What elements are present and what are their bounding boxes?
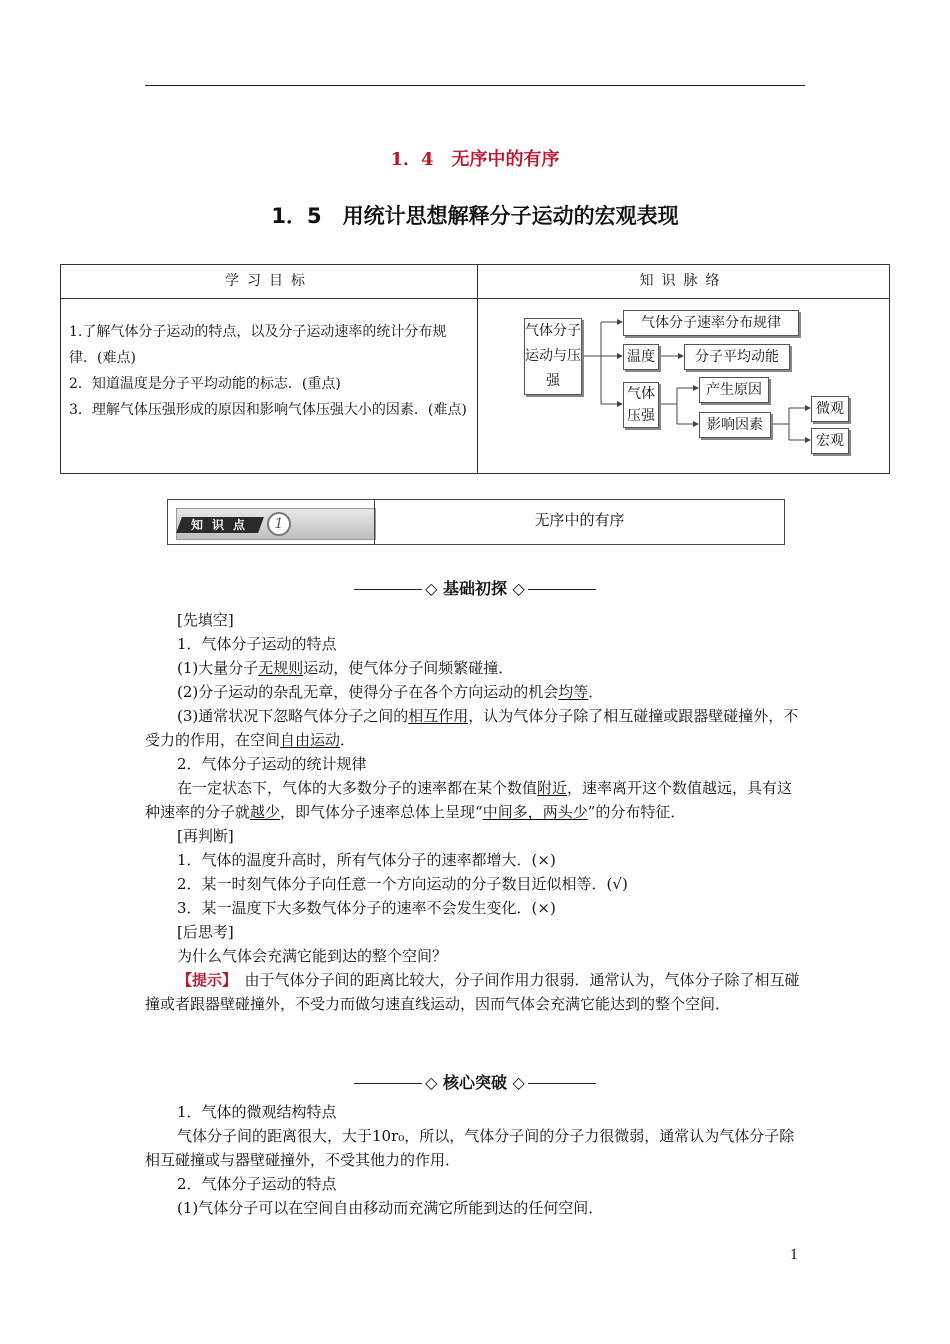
- paragraph: (1)大量分子无规则运动，使气体分子间频繁碰撞．: [177, 659, 514, 677]
- goals-list: [61, 299, 478, 474]
- paragraph: (1)气体分子可以在空间自由移动而充满它所能到达的任何空间．: [177, 1199, 604, 1217]
- paragraph: 在一定状态下，气体的大多数分子的速率都在某个数值附近，速率离开这个数值越远，具有这种速率的分子就越少，即气体分子速率总体上呈现“中间多，两头少”的分布特征．: [145, 779, 793, 821]
- goal-item: 2．知道温度是分子平均动能的标志．(重点): [69, 376, 341, 392]
- content-block: [145, 608, 805, 1016]
- banner-basic: ◇ 基础初探 ◇: [0, 576, 950, 599]
- main-title: 1．5 用统计思想解释分子运动的宏观表现: [271, 204, 679, 228]
- map-root-node: 气体分子运动与压强: [524, 318, 582, 395]
- heading-motion-features: 2．气体分子运动的特点: [177, 1175, 337, 1193]
- banner-core: ◇ 核心突破 ◇: [0, 1070, 950, 1093]
- judge-item: 3．某一温度下大多数气体分子的速率不会发生变化．(×): [177, 899, 556, 917]
- fill-label: [先填空]: [177, 611, 234, 629]
- paragraph: 气体分子间的距离很大，大于10r₀，所以，气体分子间的分子力很微弱，通常认为气体分子除相互碰撞或与器壁碰撞外，不受其他力的作用．: [145, 1127, 795, 1169]
- map-node-macro: 宏观: [811, 428, 849, 454]
- paragraph: (2)分子运动的杂乱无章，使得分子在各个方向运动的机会均等．: [177, 683, 604, 701]
- knowledge-map-header: 知识脉络: [478, 265, 890, 299]
- map-node-temperature: 温度: [623, 344, 659, 370]
- knowledge-map-cell: [478, 299, 890, 474]
- knowledge-point-bar: [167, 499, 785, 545]
- map-node-gas-pressure: 气体压强: [623, 382, 659, 428]
- map-node-cause: 产生原因: [699, 377, 769, 403]
- header-rule: [145, 85, 805, 86]
- judge-item: 2．某一时刻气体分子向任意一个方向运动的分子数目近似相等．(√): [177, 875, 628, 893]
- heading-statistics: 2．气体分子运动的统计规律: [177, 755, 367, 773]
- knowledge-point-badge: [176, 508, 376, 540]
- core-block: [145, 1100, 805, 1220]
- goal-item: 3．理解气体压强形成的原因和影响气体压强大小的因素．(难点): [69, 402, 467, 418]
- goals-table: [60, 264, 890, 474]
- page-number: 1: [790, 1248, 799, 1263]
- section-title: 1．4 无序中的有序: [390, 149, 560, 170]
- knowledge-point-title: 无序中的有序: [534, 511, 625, 529]
- hint-label: 【提示】: [177, 971, 230, 989]
- goals-header: 学习目标: [61, 265, 478, 299]
- paragraph: (3)通常状况下忽略气体分子之间的相互作用，认为气体分子除了相互碰撞或跟器壁碰撞外，不受力的作用，在空间自由运动．: [145, 707, 799, 749]
- map-node-speed-distribution: 气体分子速率分布规律: [623, 310, 799, 336]
- heading-micro-structure: 1．气体的微观结构特点: [177, 1103, 337, 1121]
- map-node-avg-kinetic-energy: 分子平均动能: [684, 344, 790, 370]
- hint-paragraph: 【提示】 由于气体分子间的距离比较大，分子间作用力很弱．通常认为，气体分子除了相互碰撞或者跟器壁碰撞外，不受力而做匀速直线运动，因而气体会充满它能达到的整个空间．: [145, 971, 800, 1013]
- judge-item: 1．气体的温度升高时，所有气体分子的速率都增大．(×): [177, 851, 556, 869]
- heading-features: 1．气体分子运动的特点: [177, 635, 337, 653]
- knowledge-map: [479, 300, 888, 472]
- map-node-factors: 影响因素: [699, 412, 771, 438]
- think-label: [后思考]: [177, 923, 234, 941]
- knowledge-point-number: 1: [267, 512, 291, 536]
- judge-label: [再判断]: [177, 827, 234, 845]
- knowledge-point-label: 知识点: [191, 518, 255, 532]
- question: 为什么气体会充满它能到达的整个空间？: [177, 947, 448, 965]
- map-node-micro: 微观: [811, 396, 849, 422]
- goal-item: 1.了解气体分子运动的特点，以及分子运动速率的统计分布规律．(难点): [69, 324, 447, 366]
